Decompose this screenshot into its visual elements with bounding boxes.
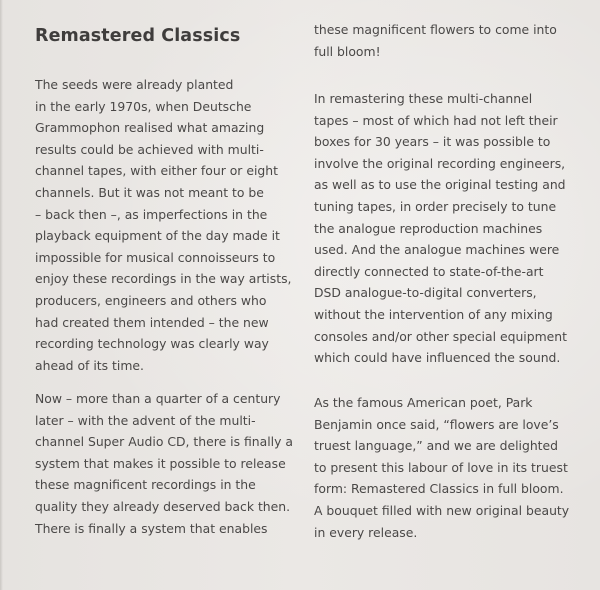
text-line: form: Remastered Classics in full bloom. [314,481,564,497]
text-line: quality they already deserved back then. [35,498,291,514]
text-line: which could have influenced the sound. [314,350,561,366]
text-line: tapes – most of which had not left their [314,112,558,128]
page-title: Remastered Classics [35,26,241,46]
text-line: results could be achieved with multi- [35,141,264,157]
text-line: full bloom! [314,43,381,59]
text-line: Benjamin once said, “flowers are love’s [314,416,559,432]
text-line: had created them intended – the new [35,314,269,330]
text-line: tuning tapes, in order precisely to tune [314,198,557,214]
text-line: these magnificent recordings in the [35,477,256,493]
text-line: Now – more than a quarter of a century [35,391,281,406]
text-line: boxes for 30 years – it was possible to [314,134,551,150]
text-line: ahead of its time. [35,357,144,373]
text-line: producers, engineers and others who [35,292,267,308]
text-line: used. And the analogue machines were [314,242,560,258]
text-line: truest language,” and we are delighted [314,438,559,454]
right-paragraph-2 [314,88,567,369]
text-line: consoles and/or other special equipment [314,328,568,344]
text-line: – back then –, as imperfections in the [35,206,268,222]
text-line: There is finally a system that enables [35,520,268,536]
page-fold-shadow [0,0,3,590]
text-line: As the famous American poet, Park [314,395,533,410]
text-line: involve the original recording engineers, [314,155,566,171]
text-line: enjoy these recordings in the way artists, [35,271,292,287]
text-line: as well as to use the original testing and [314,177,566,193]
text-line: later – with the advent of the multi- [35,412,256,428]
right-paragraph-1 [314,19,557,62]
text-line: channel tapes, with either four or eight [35,163,278,179]
text-line: DSD analogue-to-digital converters, [314,285,537,301]
text-line: In remastering these multi-channel [314,91,533,106]
right-paragraph-3 [314,392,569,543]
text-line: in the early 1970s, when Deutsche [35,98,252,114]
text-line: channels. But it was not meant to be [35,184,264,200]
text-line: system that makes it possible to release [35,455,286,471]
text-line: channel Super Audio CD, there is finally a [35,434,293,450]
text-line: these magnificent flowers to come into [314,22,557,37]
text-line: recording technology was clearly way [35,336,269,352]
text-line: The seeds were already planted [35,77,234,92]
text-line: the analogue reproduction machines [314,220,543,236]
text-line: playback equipment of the day made it [35,228,280,244]
text-line: without the intervention of any mixing [314,306,553,322]
left-paragraph-1 [35,74,291,376]
text-line: to present this labour of love in its truest [314,459,568,475]
text-line: in every release. [314,524,418,540]
text-line: Grammophon realised what amazing [35,120,265,136]
text-line: A bouquet filled with new original beauty [314,502,570,518]
text-line: directly connected to state-of-the-art [314,263,544,279]
left-paragraph-2 [35,388,293,539]
text-line: impossible for musical connoisseurs to [35,249,276,265]
